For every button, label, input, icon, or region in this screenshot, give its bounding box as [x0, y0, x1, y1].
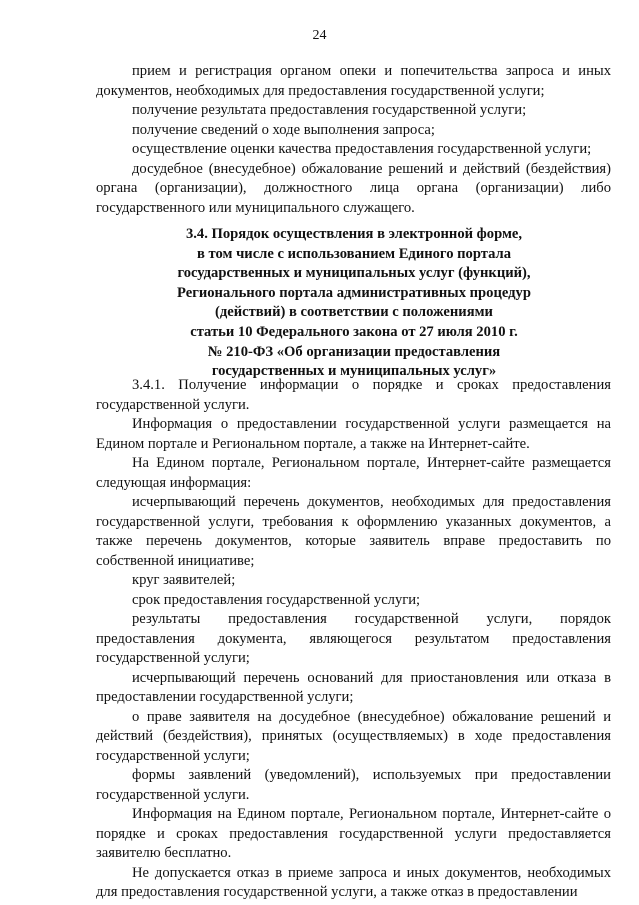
paragraph: исчерпывающий перечень документов, необходимых для предоставления государственной услуги, требования к оформлению указанных документов, а также перечень документов, которые заявитель вправе предоставить по собственной инициативе; [96, 494, 611, 569]
section-heading-line: государственных и муниципальных услуг» [211, 363, 497, 380]
paragraph: осуществление оценки качества предоставления государственной услуги; [132, 141, 592, 157]
section-heading-line: № 210-ФЗ «Об организации предоставления [207, 343, 501, 360]
paragraph: получение результата предоставления государственной услуги; [132, 102, 527, 118]
paragraph: Не допускается отказ в приеме запроса и иных документов, необходимых для предоставления государственной услуги, а также отказ в предоставлении [96, 864, 611, 900]
paragraph: прием и регистрация органом опеки и попечительства запроса и иных документов, необходимых для предоставления государственной услуги; [96, 63, 611, 99]
paragraph: о праве заявителя на досудебное (внесудебное) обжалование решений и действий (бездействия), принятых (осуществляемых) в ходе предоставления государственной услуги; [96, 708, 611, 764]
top-text-block [96, 62, 611, 218]
section-heading-line: статьи 10 Федерального закона от 27 июля 2010 г. [190, 323, 518, 340]
section-heading-line: в том числе с использованием Единого портала [196, 245, 512, 262]
section-heading-line: Регионального портала административных процедур [177, 284, 531, 301]
paragraph: досудебное (внесудебное) обжалование решений и действий (бездействия) органа (организации), должностного лица органа (организации) либо государственного или муниципального служащего. [96, 160, 611, 216]
section-heading [120, 225, 588, 382]
paragraph: Информация о предоставлении государственной услуги размещается на Едином портале и Региональном портале, а также на Интернет-сайте. [96, 416, 611, 452]
paragraph: формы заявлений (уведомлений), используемых при предоставлении государственной услуги. [96, 767, 611, 803]
page-number: 24 [312, 28, 327, 43]
paragraph: результаты предоставления государственной услуги, порядок предоставления документа, являющегося результатом предоставления государственной услуги; [96, 611, 611, 666]
paragraph: На Едином портале, Региональном портале, Интернет-сайте размещается следующая информация: [96, 455, 611, 491]
section-heading-line: (действий) в соответствии с положениями [215, 304, 493, 321]
paragraph: исчерпывающий перечень оснований для приостановления или отказа в предоставлении государственной услуги; [96, 669, 611, 705]
section-heading-line: 3.4. Порядок осуществления в электронной форме, [185, 226, 523, 242]
paragraph: получение сведений о ходе выполнения запроса; [132, 121, 435, 138]
paragraph: круг заявителей; [132, 572, 236, 588]
main-text-block [96, 376, 611, 903]
paragraph: Информация на Едином портале, Региональном портале, Интернет-сайте о порядке и сроках предоставления государственной услуги предоставляется заявителю бесплатно. [96, 806, 611, 861]
section-heading-line: государственных и муниципальных услуг (функций), [177, 265, 531, 282]
paragraph: 3.4.1. Получение информации о порядке и сроках предоставления государственной услуги. [96, 377, 611, 413]
paragraph: срок предоставления государственной услуги; [132, 591, 421, 608]
